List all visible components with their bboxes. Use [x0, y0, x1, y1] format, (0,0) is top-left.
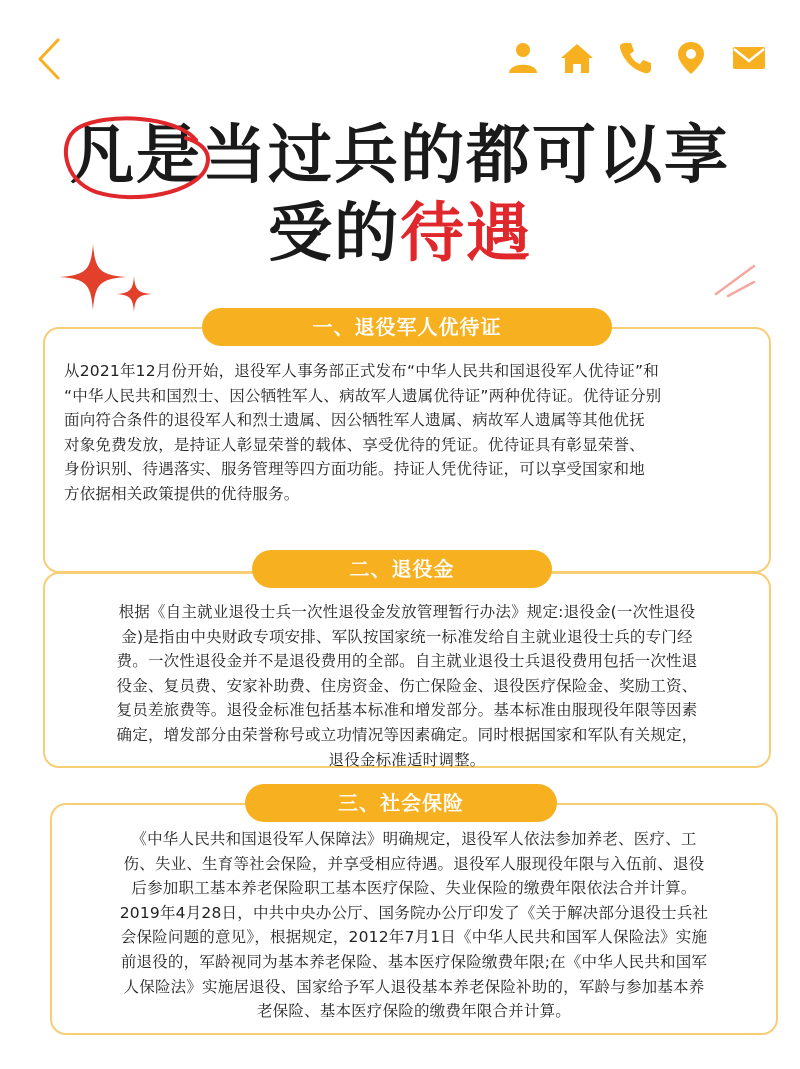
section-card-social-insurance	[50, 803, 778, 1035]
section-heading-pill: 二、退役金	[252, 550, 552, 588]
page-title-line2: 受的待遇	[268, 197, 532, 271]
text-line: 役金、复员费、安家补助费、住房资金、伤亡保险金、退役医疗保险金、奖励工资、	[116, 676, 698, 695]
text-line: 前退役的，军龄视同为基本养老保险、基本医疗保险缴费年限;在《中华人民共和国军	[120, 952, 708, 971]
section-heading-pill: 一、退役军人优待证	[202, 308, 612, 346]
section-body	[45, 600, 769, 772]
text-line: 后参加职工基本养老保险职工基本医疗保险、失业保险的缴费年限依法合并计算。	[131, 879, 697, 898]
section-card-retirement-pay	[43, 572, 771, 768]
section-body	[45, 359, 769, 507]
text-line: 复员差旅费等。退役金标准包括基本标准和增发部分。基本标准由服现役年限等因素	[116, 701, 698, 720]
text-line: 老保险、基本医疗保险的缴费年限合并计算。	[256, 1002, 571, 1021]
text-line: 人保险法》实施居退役、国家给予军人退役基本养老保险补助的，军龄与参加基本养	[123, 977, 705, 996]
user-icon[interactable]	[505, 40, 541, 76]
mail-icon[interactable]	[731, 40, 767, 76]
text-line: 方依据相关政策提供的优待服务。	[64, 484, 300, 503]
text-line: 退役金标准适时调整。	[328, 750, 486, 769]
accent-lines-icon	[710, 262, 760, 302]
text-line: 对象免费发放，是持证人彰显荣誉的载体、享受优待的凭证。优待证具有彰显荣誉、	[64, 435, 645, 454]
top-icon-bar	[505, 40, 775, 80]
text-line: 金)是指由中央财政专项安排、军队按国家统一标准发给自主就业退役士兵的专门经	[121, 627, 693, 646]
sparkle-small-icon	[116, 276, 152, 312]
phone-icon[interactable]	[617, 40, 653, 76]
text-line: 伤、失业、生育等社会保险，并享受相应待遇。退役军人服现役年限与入伍前、退役	[123, 854, 705, 873]
text-line: 从2021年12月份开始，退役军人事务部正式发布“中华人民共和国退役军人优待证”和	[64, 362, 659, 380]
text-line: 2019年4月28日，中共中央办公厅、国务院办公厅印发了《关于解决部分退役士兵社	[119, 903, 709, 922]
location-pin-icon[interactable]	[673, 40, 709, 76]
page-title-line1: 凡是 当过兵的都可以享	[0, 118, 800, 194]
text-line: 身份识别、待遇落实、服务管理等四方面功能。持证人凭优待证，可以享受国家和地	[64, 460, 645, 479]
text-line: “中华人民共和国烈士、因公牺牲军人、病故军人遗属优待证”两种优待证。优待证分别	[64, 386, 662, 405]
text-line: 根据《自主就业退役士兵一次性退役金发放管理暂行办法》规定:退役金(一次性退役	[118, 603, 696, 621]
section-heading-pill: 三、社会保险	[245, 784, 557, 822]
text-line: 会保险问题的意见》，根据规定，2012年7月1日《中华人民共和国军人保险法》实施	[120, 928, 708, 947]
text-line: 《中华人民共和国退役军人保障法》明确规定，退役军人依法参加养老、医疗、工	[131, 830, 697, 848]
section-card-certificate	[43, 327, 771, 573]
text-line: 面向符合条件的退役军人和烈士遗属、因公牺牲军人遗属、病故军人遗属等其他优抚	[64, 411, 645, 430]
section-body	[52, 827, 776, 1024]
text-line: 费。一次性退役金并不是退役费用的全部。自主就业退役士兵退役费用包括一次性退	[116, 652, 698, 671]
back-chevron-icon[interactable]	[34, 36, 74, 82]
home-icon[interactable]	[559, 40, 595, 76]
text-line: 确定，增发部分由荣誉称号或立功情况等因素确定。同时根据国家和军队有关规定，	[116, 725, 698, 744]
title-circled-text: 凡是	[70, 118, 202, 194]
